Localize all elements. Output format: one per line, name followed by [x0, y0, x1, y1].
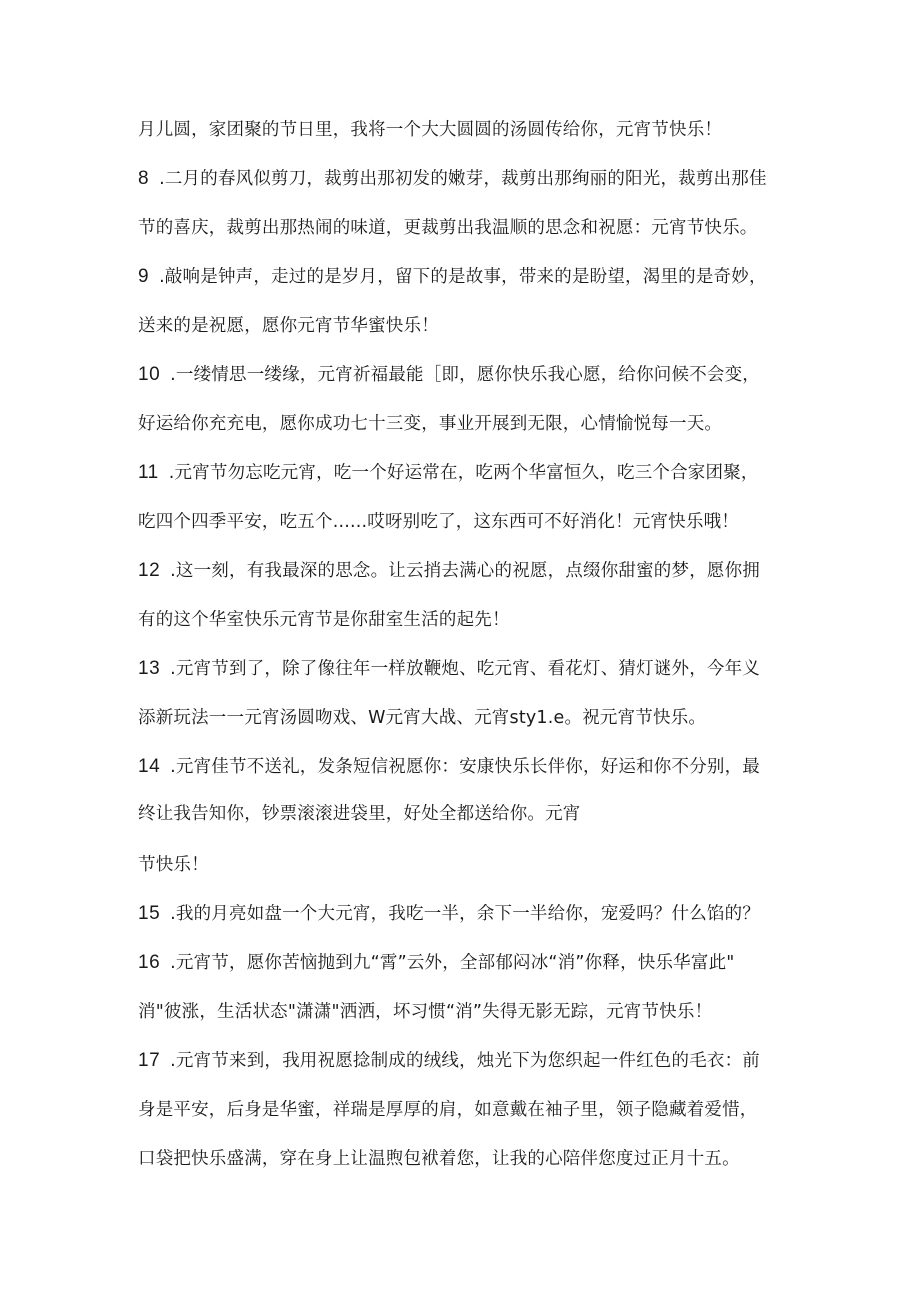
- text-line: [138, 801, 798, 827]
- line-text: 终让我告知你，钞票滚滚进袋里，好处全都送给你。元宵: [138, 804, 581, 824]
- line-text: .二月的春风似剪刀，裁剪出那初发的嫩芽，裁剪出那绚丽的阳光，裁剪出那佳: [159, 169, 767, 189]
- line-text: .元宵节来到，我用祝愿捻制成的绒线，烛光下为您织起一件红色的毛衣：前: [170, 1051, 761, 1071]
- text-line: [138, 215, 798, 241]
- item-number: 16: [138, 952, 161, 973]
- text-line: [138, 705, 798, 731]
- list-item: [138, 656, 798, 682]
- item-number: 8: [138, 168, 150, 189]
- text-line: [138, 411, 798, 437]
- item-number: 17: [138, 1050, 161, 1071]
- line-text: 送来的是祝愿，愿你元宵节华蜜快乐！: [138, 316, 439, 336]
- list-item: [138, 166, 798, 192]
- line-text: .元宵节到了，除了像往年一样放鞭炮、吃元宵、看花灯、猜灯谜外，今年义: [170, 659, 761, 679]
- list-item: [138, 362, 798, 388]
- line-text: 节的喜庆，裁剪出那热闹的味道，更裁剪出我温顺的思念和祝愿：元宵节快乐。: [138, 218, 758, 238]
- list-item: [138, 460, 798, 486]
- line-text: 有的这个华室快乐元宵节是你甜室生活的起先！: [138, 610, 510, 630]
- item-number: 14: [138, 756, 161, 777]
- text-line: [138, 509, 798, 535]
- line-text: .敲响是钟声，走过的是岁月，留下的是故事，带来的是盼望，渴里的是奇妙，: [159, 267, 767, 287]
- line-text: 添新玩法一一元宵汤圆吻戏、W元宵大战、元宵sty1.e。祝元宵节快乐。: [138, 708, 707, 728]
- list-item: [138, 901, 798, 927]
- list-item: [138, 950, 798, 976]
- list-item: [138, 264, 798, 290]
- line-text: 月儿圆，家团聚的节日里，我将一个大大圆圆的汤圆传给你，元宵节快乐！: [138, 120, 723, 140]
- item-number: 10: [138, 364, 161, 385]
- item-number: 15: [138, 903, 161, 924]
- line-text: .一缕情思一缕缘，元宵祈福最能［即，愿你快乐我心愿，给你问候不会变，: [170, 365, 761, 385]
- line-text: .元宵佳节不送礼，发条短信祝愿你：安康快乐长伴你，好运和你不分别，最: [170, 757, 761, 777]
- text-line: [138, 607, 798, 633]
- line-text: 身是平安，后身是华蜜，祥瑞是厚厚的肩，如意戴在袖子里，领子隐藏着爱惜，: [138, 1100, 758, 1120]
- text-line: [138, 999, 798, 1025]
- line-text: 口袋把快乐盛满，穿在身上让温煦包袱着您，让我的心陪伴您度过正月十五。: [138, 1149, 740, 1169]
- line-text: 好运给你充充电，愿你成功七十三变，事业开展到无限，心情愉悦每一天。: [138, 414, 723, 434]
- list-item: [138, 558, 798, 584]
- item-number: 9: [138, 266, 150, 287]
- item-number: 13: [138, 658, 161, 679]
- item-number: 12: [138, 560, 161, 581]
- line-text: 节快乐！: [138, 855, 209, 875]
- line-text: 吃四个四季平安，吃五个......哎呀别吃了，这东西可不好消化！元宵快乐哦！: [138, 512, 739, 532]
- item-number: 11: [138, 462, 159, 483]
- text-line: [138, 852, 798, 878]
- line-text: .元宵节，愿你苦恼抛到九“霄”云外，全部郁闷冰“消”你释，快乐华富此": [170, 953, 735, 973]
- list-item: [138, 1048, 798, 1074]
- line-text: .我的月亮如盘一个大元宵，我吃一半，余下一半给你，宠爱吗？什么馅的？: [170, 904, 761, 924]
- line-text: 消"彼涨，生活状态"潇潇"洒洒，坏习惯“消”失得无影无踪，元宵节快乐！: [138, 1002, 713, 1022]
- line-text: .这一刻，有我最深的思念。让云捎去满心的祝愿，点缀你甜蜜的梦，愿你拥: [170, 561, 761, 581]
- text-line: [138, 1146, 798, 1172]
- text-line: [138, 1097, 798, 1123]
- text-line: [138, 117, 798, 143]
- list-item: [138, 754, 798, 780]
- line-text: .元宵节勿忘吃元宵，吃一个好运常在，吃两个华富恒久，吃三个合家团聚，: [168, 463, 759, 483]
- text-line: [138, 313, 798, 339]
